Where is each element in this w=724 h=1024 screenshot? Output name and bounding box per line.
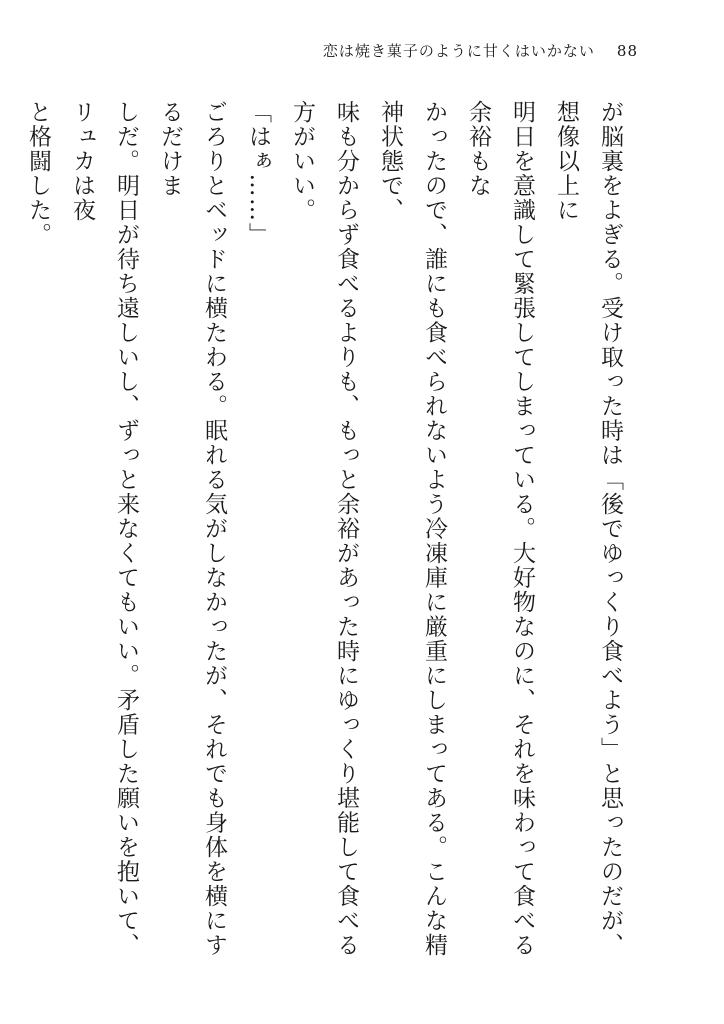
page-number: 88 [616,42,638,60]
text-column: 味も分からず食べるよりも、もっと余裕があった時にゆっくり堪能して食べる方がいい。 [289,100,359,958]
dialogue-line: 「はぁ……」 [245,100,271,247]
running-header [323,40,638,61]
vertical-body-text [25,100,632,980]
text-column: と格闘した。 [25,100,51,247]
text-column: が脳裏をよぎる。受け取った時は「後でゆっくり食べよう」と思ったのだが、想像以上に [553,100,623,958]
text-column: しだ。明日が待ち遠しいし、ずっと来なくてもいい。矛盾した願いを抱いて、リュカは夜 [69,100,139,958]
book-title: 恋は焼き菓子のように甘くはいかない [322,42,595,60]
text-column: 明日を意識して緊張してしまっている。大好物なのに、それを味わって食べる余裕もな [465,100,535,958]
text-column: かったので、誰にも食べられないよう冷凍庫に厳重にしまってある。こんな精神状態で、 [377,100,447,958]
text-column: ごろりとベッドに横たわる。眠れる気がしなかったが、それでも身体を横にするだけま [157,100,227,958]
